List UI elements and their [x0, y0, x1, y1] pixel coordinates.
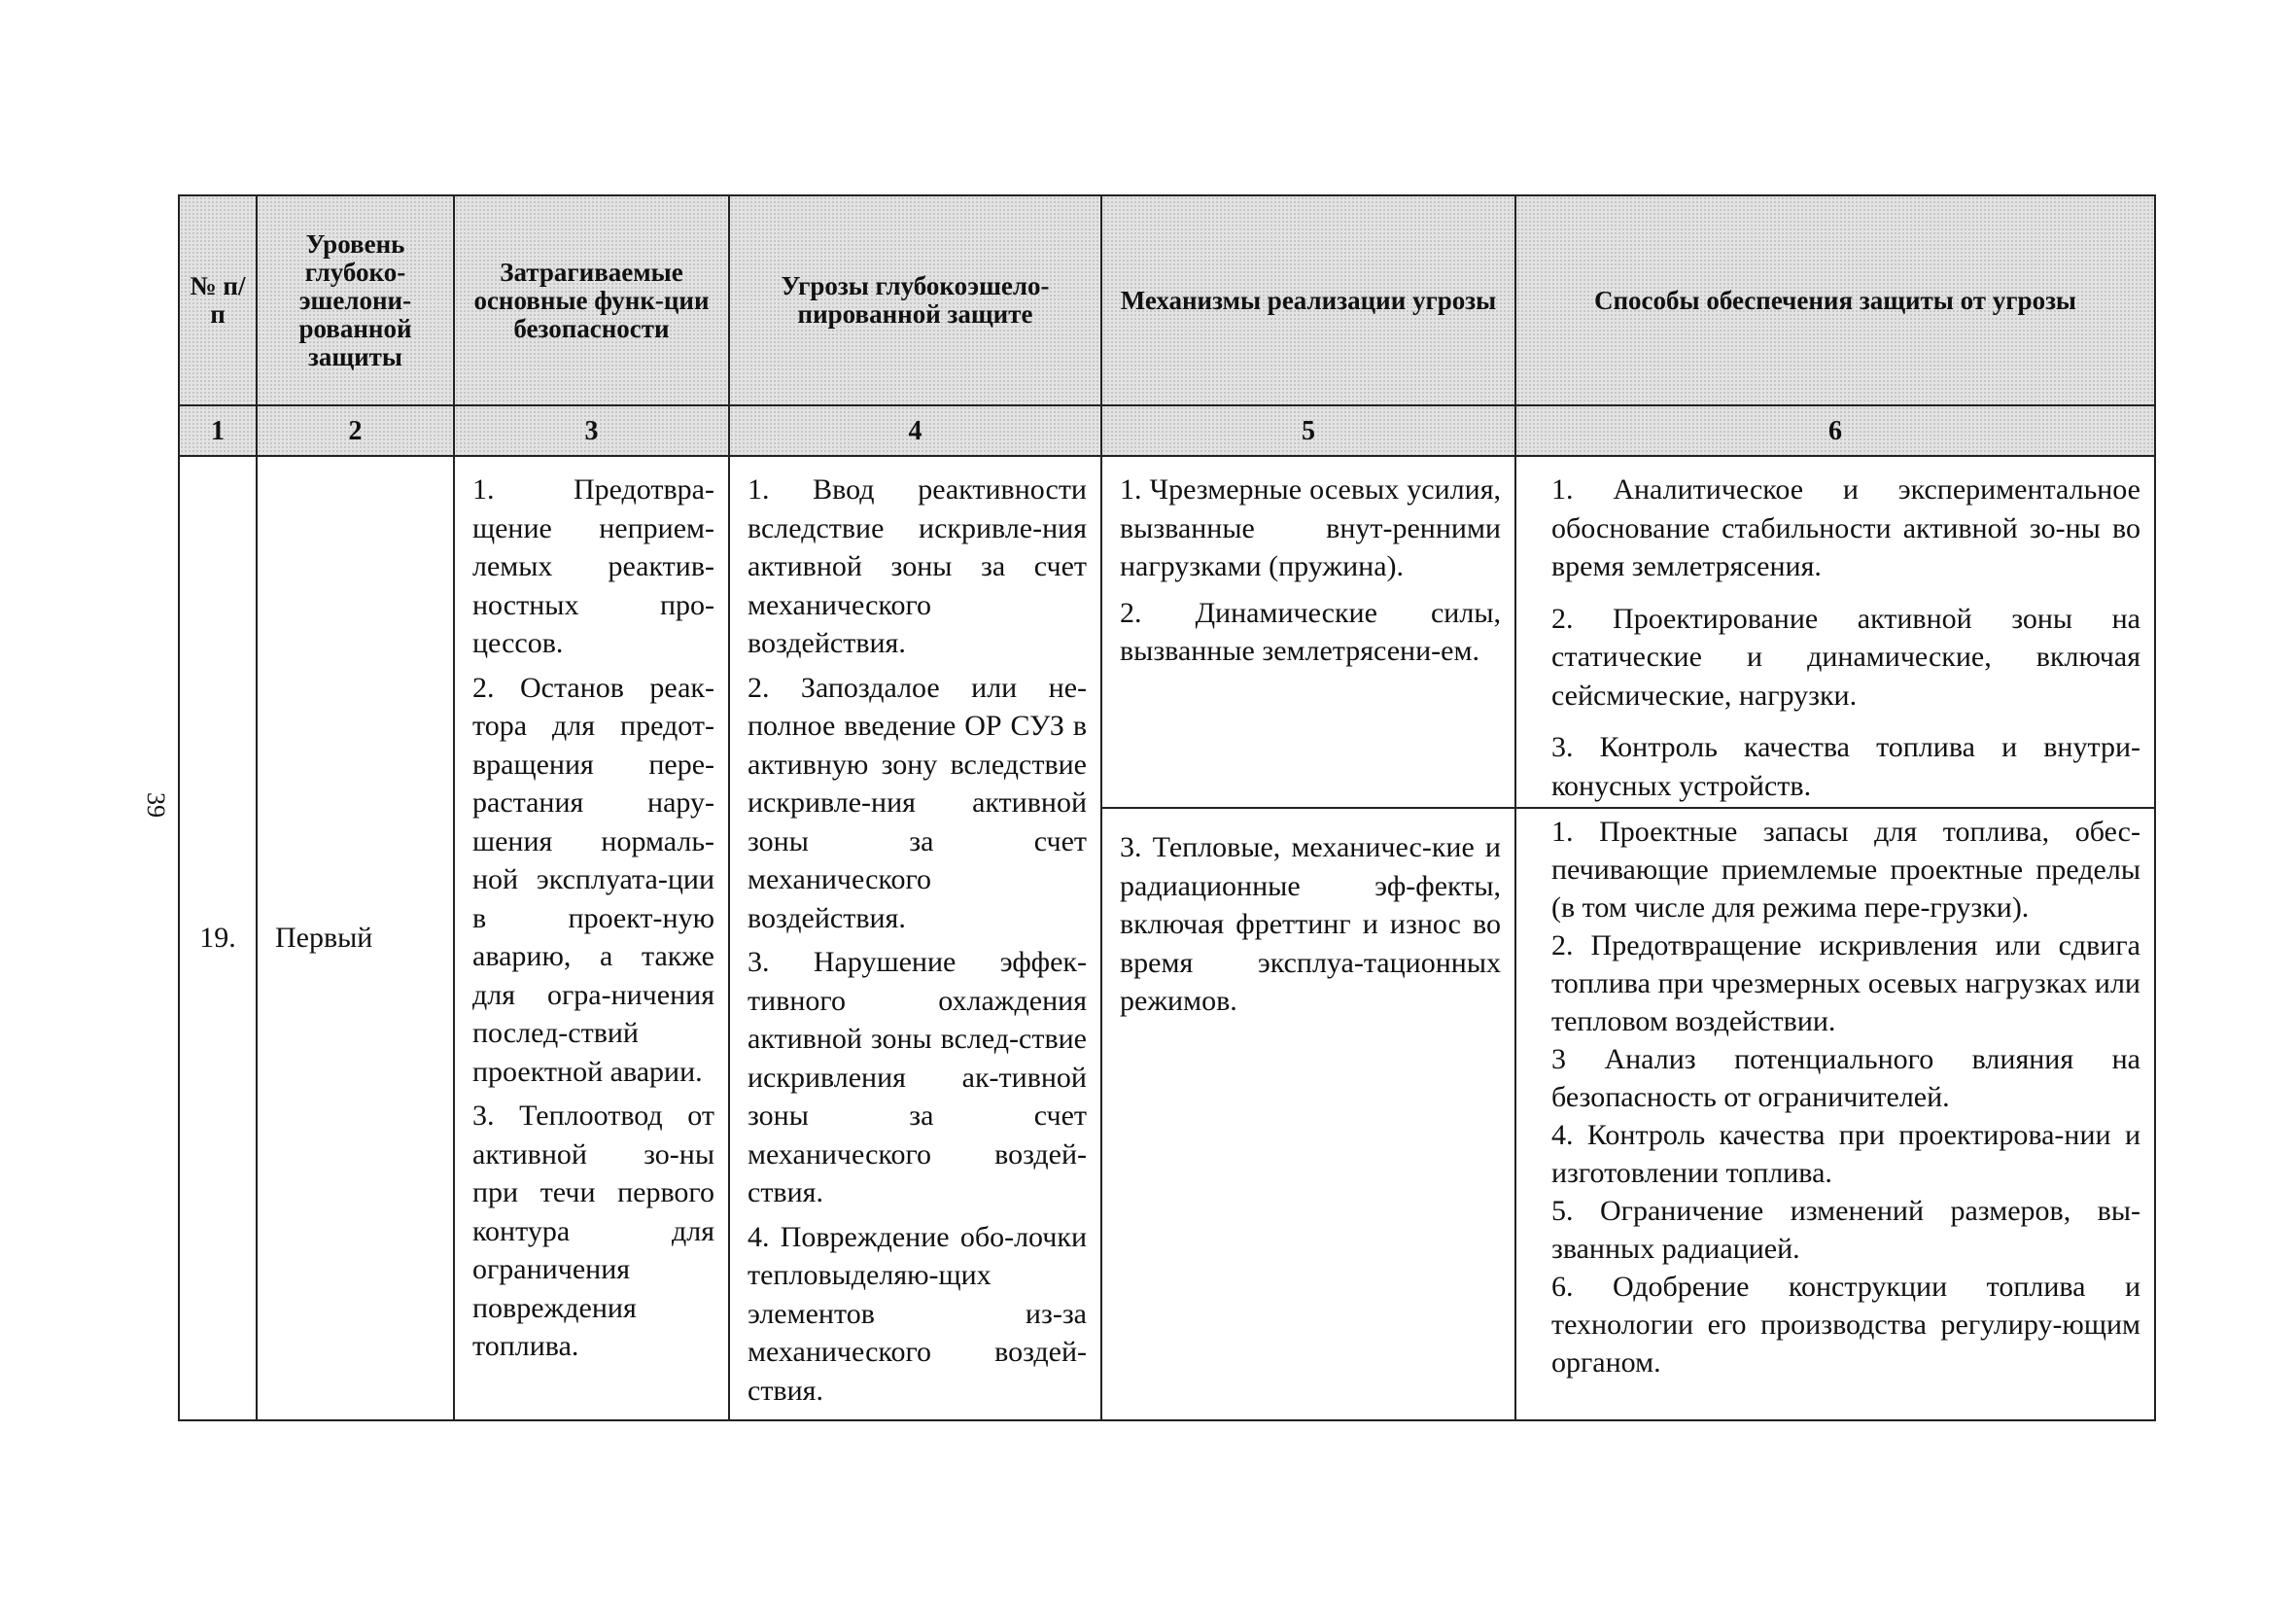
column-number: 1 — [179, 405, 257, 456]
column-number: 2 — [257, 405, 454, 456]
mechanisms-group-top — [1102, 457, 1514, 809]
function-item: 3. Теплоотвод от активной зо-ны при течи первого контура для ограничения повреждения топлива. — [472, 1100, 714, 1362]
mechanism-item: 2. Динамические силы, вызванные землетрясени-ем. — [1120, 596, 1501, 667]
header-number: № п/п — [179, 195, 257, 405]
row-number: 19. — [179, 456, 257, 1420]
table-row — [179, 456, 2155, 1420]
protection-item: 3 Анализ потенциального влияния на безопасность от ограничителей. — [1551, 1043, 2140, 1113]
header-functions: Затрагиваемые основные функ-ции безопасности — [454, 195, 729, 405]
mechanisms-cell — [1101, 456, 1515, 1420]
header-row — [179, 195, 2155, 405]
mechanisms-group-bottom — [1102, 809, 1514, 1021]
protection-item: 5. Ограничение изменений размеров, вы-званных радиацией. — [1551, 1195, 2140, 1265]
mechanism-item: 1. Чрезмерные осевых усилия, вызванные внут-ренними нагрузками (пружина). — [1120, 473, 1501, 582]
column-number: 5 — [1101, 405, 1515, 456]
function-item: 2. Останов реак-тора для предот-вращения пере-растания нару-шения нормаль-ной эксплуата-ции в проект-ную аварию, а также для огра-ничения послед-ствий проектной аварии. — [472, 671, 714, 1088]
protection-item: 4. Контроль качества при проектирова-нии и изготовлении топлива. — [1551, 1119, 2140, 1189]
header-threats: Угрозы глубокоэшело-пированной защите — [729, 195, 1101, 405]
protection-item: 3. Контроль качества топлива и внутри-конусных устройств. — [1551, 731, 2140, 802]
threat-item: 4. Повреждение обо-лочки тепловыделяю-щих элементов из-за механического воздей-ствия. — [748, 1220, 1087, 1407]
threat-item: 3. Нарушение эффек-тивного охлаждения активной зоны вслед-ствие искривления ак-тивной зоны за счет механического воздей-ствия. — [748, 946, 1087, 1208]
function-item: 1. Предотвра-щение неприем-лемых реактив-ностных про-цессов. — [472, 473, 714, 659]
column-number: 4 — [729, 405, 1101, 456]
column-number: 3 — [454, 405, 729, 456]
threat-item: 2. Запоздалое или не-полное введение ОР СУЗ в активную зону вследствие искривле-ния активной зоны за счет механического воздействия. — [748, 671, 1087, 934]
column-number: 6 — [1515, 405, 2155, 456]
protection-item: 6. Одобрение конструкции топлива и технологии его производства регулиру-ющим органом. — [1551, 1271, 2140, 1379]
protection-group-top — [1516, 457, 2154, 809]
mechanism-item: 3. Тепловые, механичес-кие и радиационные эф-фекты, включая фреттинг и износ во время эксплуа-тационных режимов. — [1120, 831, 1501, 1017]
protection-item: 2. Проектирование активной зоны на статические и динамические, включая сейсмические, нагрузки. — [1551, 602, 2140, 712]
header-protection: Способы обеспечения защиты от угрозы — [1515, 195, 2155, 405]
header-mechanisms: Механизмы реализации угрозы — [1101, 195, 1515, 405]
protection-item: 1. Аналитическое и экспериментальное обоснование стабильности активной зо-ны во время землетрясения. — [1551, 473, 2140, 582]
protection-item: 2. Предотвращение искривления или сдвига топлива при чрезмерных осевых нагрузках или тепловом воздействии. — [1551, 929, 2140, 1037]
threat-item: 1. Ввод реактивности вследствие искривле-ния активной зоны за счет механического воздействия. — [748, 473, 1087, 659]
defense-level: Первый — [257, 456, 454, 1420]
column-number-row — [179, 405, 2155, 456]
safety-functions-cell — [454, 456, 729, 1420]
protection-item: 1. Проектные запасы для топлива, обес-печивающие приемлемые проектные пределы (в том числе для режима пере-грузки). — [1551, 816, 2140, 924]
header-level: Уровень глубоко-эшелони-рованной защиты — [257, 195, 454, 405]
threats-cell — [729, 456, 1101, 1420]
threats-table — [178, 194, 2156, 1421]
protection-group-bottom — [1516, 809, 2154, 1381]
protection-cell — [1515, 456, 2155, 1420]
page-number: 39 — [142, 792, 170, 818]
